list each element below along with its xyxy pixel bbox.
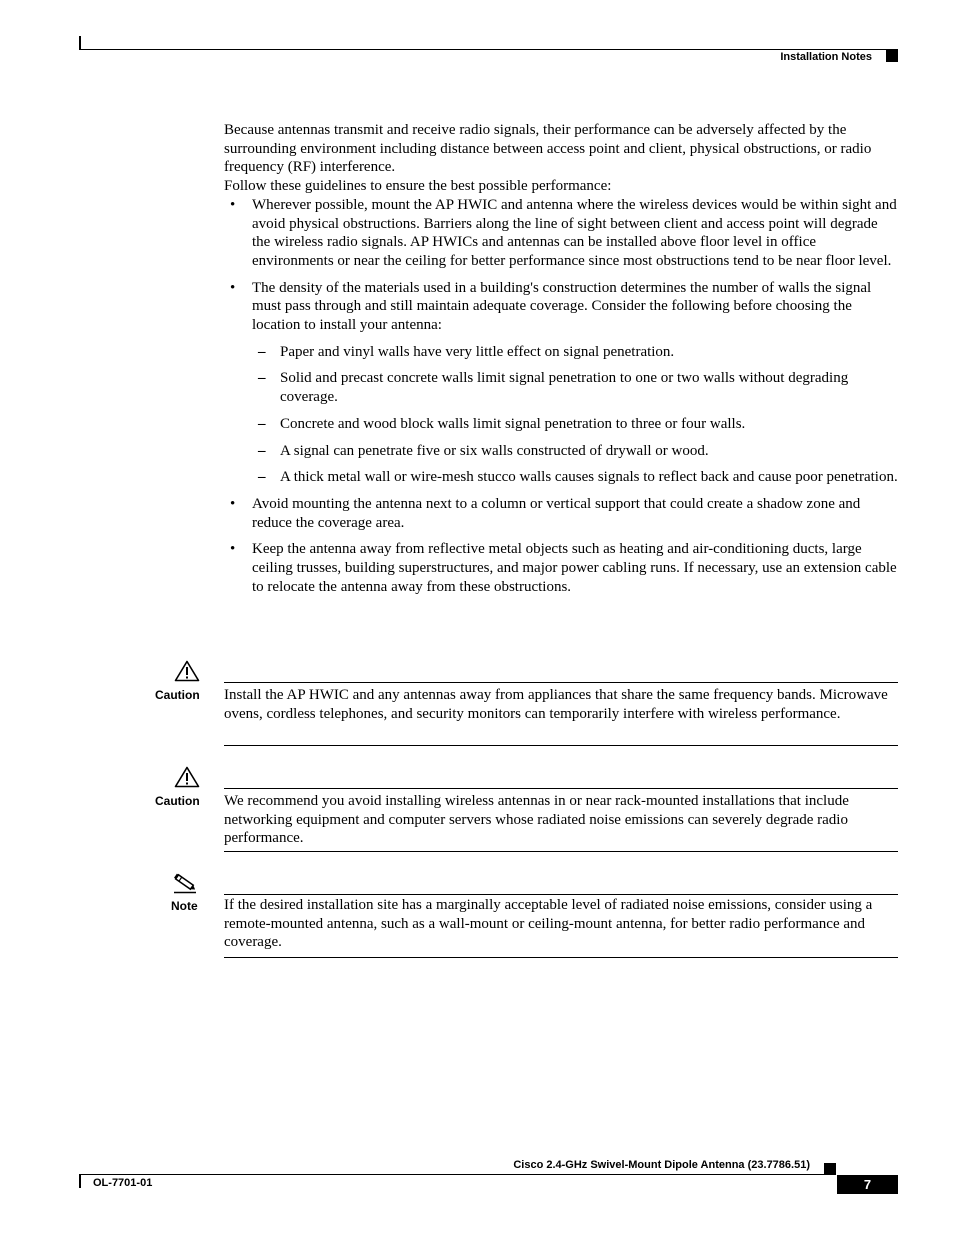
sub-list-item	[224, 343, 898, 362]
bullet-text: Keep the antenna away from reflective metal objects such as heating and air-conditioning ducts, large ceiling trusses, building superstructures, and major power cabling runs. If necessary, use an extension cable to relocate the antenna away from these obstructions.	[252, 541, 897, 595]
dash-marker: –	[258, 442, 266, 459]
sub-list-item	[224, 369, 898, 406]
notice-label: Caution	[155, 688, 200, 702]
sub-list-item	[224, 415, 898, 434]
bullet-marker: •	[230, 279, 236, 296]
notice-bottom-rule	[224, 745, 898, 746]
header-marker-box	[886, 50, 898, 62]
bullet-text: The density of the materials used in a building's construction determines the number of walls the signal must pass through and still maintain adequate coverage. Consider the following before choosing the location to install your antenna:	[252, 279, 872, 334]
page-number: 7	[837, 1175, 898, 1194]
bullet-marker: •	[230, 541, 236, 558]
bullet-item	[224, 540, 898, 596]
footer-rule	[79, 1174, 826, 1175]
sub-list-text: Paper and vinyl walls have very little effect on signal penetration.	[280, 343, 675, 360]
caution-triangle-icon	[174, 766, 200, 788]
notice-text: We recommend you avoid installing wireless antennas in or near rack-mounted installations that include networking equipment and computer servers whose radiated noise emissions can severely degrade radio performance.	[224, 793, 849, 847]
notice-text: Install the AP HWIC and any antennas away from appliances that share the same frequency bands. Microwave ovens, cordless telephones, and security monitors can temporarily interfere with wireless performance.	[224, 687, 888, 722]
footer-corner-mark	[79, 1174, 81, 1188]
bullet-item	[224, 196, 898, 271]
bullet-text: Avoid mounting the antenna next to a column or vertical support that could create a shadow zone and reduce the coverage area.	[252, 495, 861, 531]
notice-text: If the desired installation site has a marginally acceptable level of radiated noise emissions, consider using a remote-mounted antenna, such as a wall-mount or ceiling-mount antenna, for better radio performance and coverage.	[224, 897, 873, 951]
dash-marker: –	[258, 343, 266, 360]
sub-list-text: Concrete and wood block walls limit signal penetration to three or four walls.	[280, 415, 746, 432]
notice-label: Note	[171, 899, 198, 913]
footer-doc-title: Cisco 2.4-GHz Swivel-Mount Dipole Antenna (23.7786.51)	[513, 1159, 810, 1171]
header-section-title: Installation Notes	[780, 51, 872, 63]
bullet-text: Wherever possible, mount the AP HWIC and antenna where the wireless devices would be within sight and avoid physical obstructions. Barriers along the line of sight between client and access point will degrade the wireless radio signals. AP HWICs and antennas can be installed above floor level in office environments or near the ceiling for better performance since most obstructions tend to be near floor level.	[252, 196, 897, 269]
sub-list-text: A thick metal wall or wire-mesh stucco walls causes signals to reflect back and cause poor penetration.	[280, 469, 898, 486]
bullet-item	[224, 279, 898, 335]
footer-doc-number: OL-7701-01	[93, 1177, 153, 1189]
notice-label: Caution	[155, 794, 200, 808]
sub-list-text: Solid and precast concrete walls limit signal penetration to one or two walls without degrading coverage.	[280, 370, 849, 406]
guidelines-lead: Follow these guidelines to ensure the best possible performance:	[224, 178, 612, 195]
notice-top-rule	[224, 788, 898, 789]
sub-list-text: A signal can penetrate five or six walls constructed of drywall or wood.	[280, 442, 709, 459]
dash-marker: –	[258, 415, 266, 432]
header-rule	[79, 49, 898, 50]
notice-top-rule	[224, 682, 898, 683]
main-content	[224, 121, 898, 604]
notice-bottom-rule	[224, 851, 898, 852]
sub-list-item	[224, 468, 898, 487]
sub-list-item	[224, 442, 898, 461]
notice-bottom-rule	[224, 957, 898, 958]
intro-paragraph: Because antennas transmit and receive radio signals, their performance can be adversely affected by the surrounding environment including distance between access point and client, physical obstructions, or radio frequency (RF) interference.	[224, 122, 872, 176]
bullet-marker: •	[230, 196, 236, 213]
bullet-marker: •	[230, 495, 236, 512]
bullet-item	[224, 495, 898, 532]
header-corner-mark	[79, 36, 81, 50]
dash-marker: –	[258, 370, 266, 387]
caution-triangle-icon	[174, 660, 200, 682]
note-pencil-icon	[172, 872, 198, 894]
notice-top-rule	[224, 894, 898, 895]
dash-marker: –	[258, 469, 266, 486]
